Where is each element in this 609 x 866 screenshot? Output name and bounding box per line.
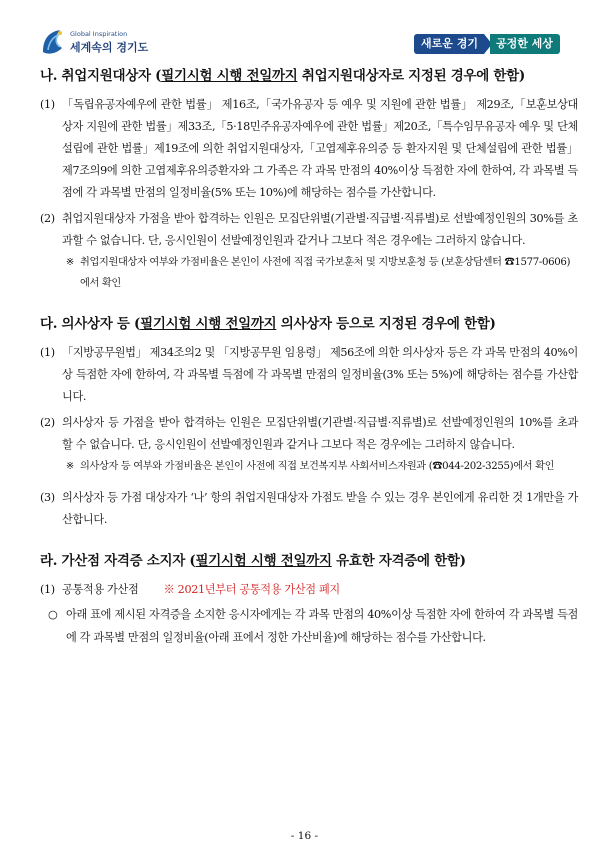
item-number: (1): [40, 583, 55, 596]
list-item: [40, 208, 578, 252]
item-text: 「지방공무원법」 제34조의2 및 「지방공무원 임용령」 제56조에 의한 의사상자 등은 각 과목 만점의 40%이상 득점한 자에 한하여, 각 과목별 득점에 각 과목별 만점의 일정비율(3% 또는 5%)에 해당하는 점수를 가산합니다.: [62, 346, 578, 403]
list-item: [40, 487, 578, 531]
item-number: (3): [40, 491, 55, 504]
sub-heading-line: [62, 579, 578, 601]
section-title-prefix: 다. 의사상자 등 (: [40, 316, 141, 332]
list-item: [40, 342, 578, 408]
note: [40, 252, 578, 294]
note-mark: ※: [65, 461, 74, 472]
note-mark: ※: [65, 257, 74, 268]
item-text: 의사상자 등 가점을 받아 합격하는 인원은 모집단위별(기관별·직급별·직류별)로 선발예정인원의 10%를 초과할 수 없습니다. 단, 응시인원이 선발예정인원과 같거나 그보다 적은 경우에는 그러하지 않습니다.: [62, 416, 578, 451]
slogan-right: 공정한 세상: [490, 34, 560, 54]
document-body: [40, 66, 578, 649]
list-item: [40, 412, 578, 456]
item-text: 「독립유공자예우에 관한 법률」 제16조,「국가유공자 등 예우 및 지원에 관한 법률」 제29조,「보훈보상대상자 지원에 관한 법률」제33조,「5·18민주유공자예우에 관한 법률」제20조,「특수임무유공자 예우 및 단체설립에 관한 법률」제19조에 의한 취업지원대상자,「고엽제후유의증 등 환자지원 및 단체설립에 관한 법률」제7조의9에 의한 고엽제후유의증환자와 그 가족은 각 과목 만점의 40%이상 득점한 자에 한하여, 각 과목별 득점에 각 과목별 만점의 일정비율(5% 또는 10%)에 해당하는 점수를 가산합니다.: [62, 98, 578, 199]
page-header: [0, 0, 609, 64]
section-title-underline: 필기시험 시행 전일까지: [195, 553, 332, 569]
item-text: 취업지원대상자 가점을 받아 합격하는 인원은 모집단위별(기관별·직급별·직류별)로 선발예정인원의 30%를 초과할 수 없습니다. 단, 응시인원이 선발예정인원과 같거나 그보다 적은 경우에는 그러하지 않습니다.: [62, 212, 578, 247]
item-number: (1): [40, 98, 55, 111]
item-text: 의사상자 등 가점 대상자가 ‘나’ 항의 취업지원대상자 가점도 받을 수 있는 경우 본인에게 유리한 것 1개만을 가산합니다.: [62, 491, 578, 526]
bullet-circle-icon: ○: [48, 608, 58, 621]
slogan-left: 새로운 경기: [414, 34, 484, 54]
page-number: - 16 -: [290, 830, 319, 842]
section-title-suffix: 유효한 자격증에 한함): [331, 553, 466, 569]
item-number: (1): [40, 346, 55, 359]
section-title-suffix: 취업지원대상자로 지정된 경우에 한함): [297, 68, 525, 84]
gyeonggi-logo: [40, 28, 170, 58]
section-title-suffix: 의사상자 등으로 지정된 경우에 한함): [276, 316, 496, 332]
section-title-prefix: 나. 취업지원대상자 (: [40, 68, 162, 84]
sub-heading: [40, 579, 578, 601]
section-title-underline: 필기시험 시행 전일까지: [161, 68, 298, 84]
section-title-certificates: [40, 551, 578, 571]
section-title-prefix: 라. 가산점 자격증 소지자 (: [40, 553, 196, 569]
logo-tagline: Global Inspiration: [70, 30, 128, 38]
list-item: [40, 94, 578, 204]
sub-heading-title: 공통적용 가산점: [62, 583, 139, 596]
gyeonggi-logo-icon: [40, 28, 66, 56]
section-title-righteous: [40, 314, 578, 334]
abolished-notice: ※ 2021년부터 공통적용 가산점 폐지: [163, 583, 340, 596]
item-text: 아래 표에 제시된 자격증을 소지한 응시자에게는 각 과목 만점의 40%이상 득점한 자에 한하여 각 과목별 득점에 각 과목별 만점의 일정비율(아래 표에서 정한 가산비율)에 해당하는 점수를 가산합니다.: [66, 608, 578, 644]
section-title-veterans: [40, 66, 578, 86]
slogan-badge: [414, 34, 560, 54]
note: [40, 456, 578, 477]
item-number: (2): [40, 416, 55, 429]
note-text: 취업지원대상자 여부와 가점비율은 본인이 사전에 직접 국가보훈처 및 지방보훈청 등 (보훈상담센터 ☎1577-0606)에서 확인: [80, 257, 571, 289]
section-title-underline: 필기시험 시행 전일까지: [140, 316, 277, 332]
note-text: 의사상자 등 여부와 가점비율은 본인이 사전에 직접 보건복지부 사회서비스자원과 (☎044-202-3255)에서 확인: [80, 461, 555, 472]
logo-name: 세계속의 경기도: [70, 41, 149, 54]
list-item: [40, 603, 578, 649]
item-number: (2): [40, 212, 55, 225]
